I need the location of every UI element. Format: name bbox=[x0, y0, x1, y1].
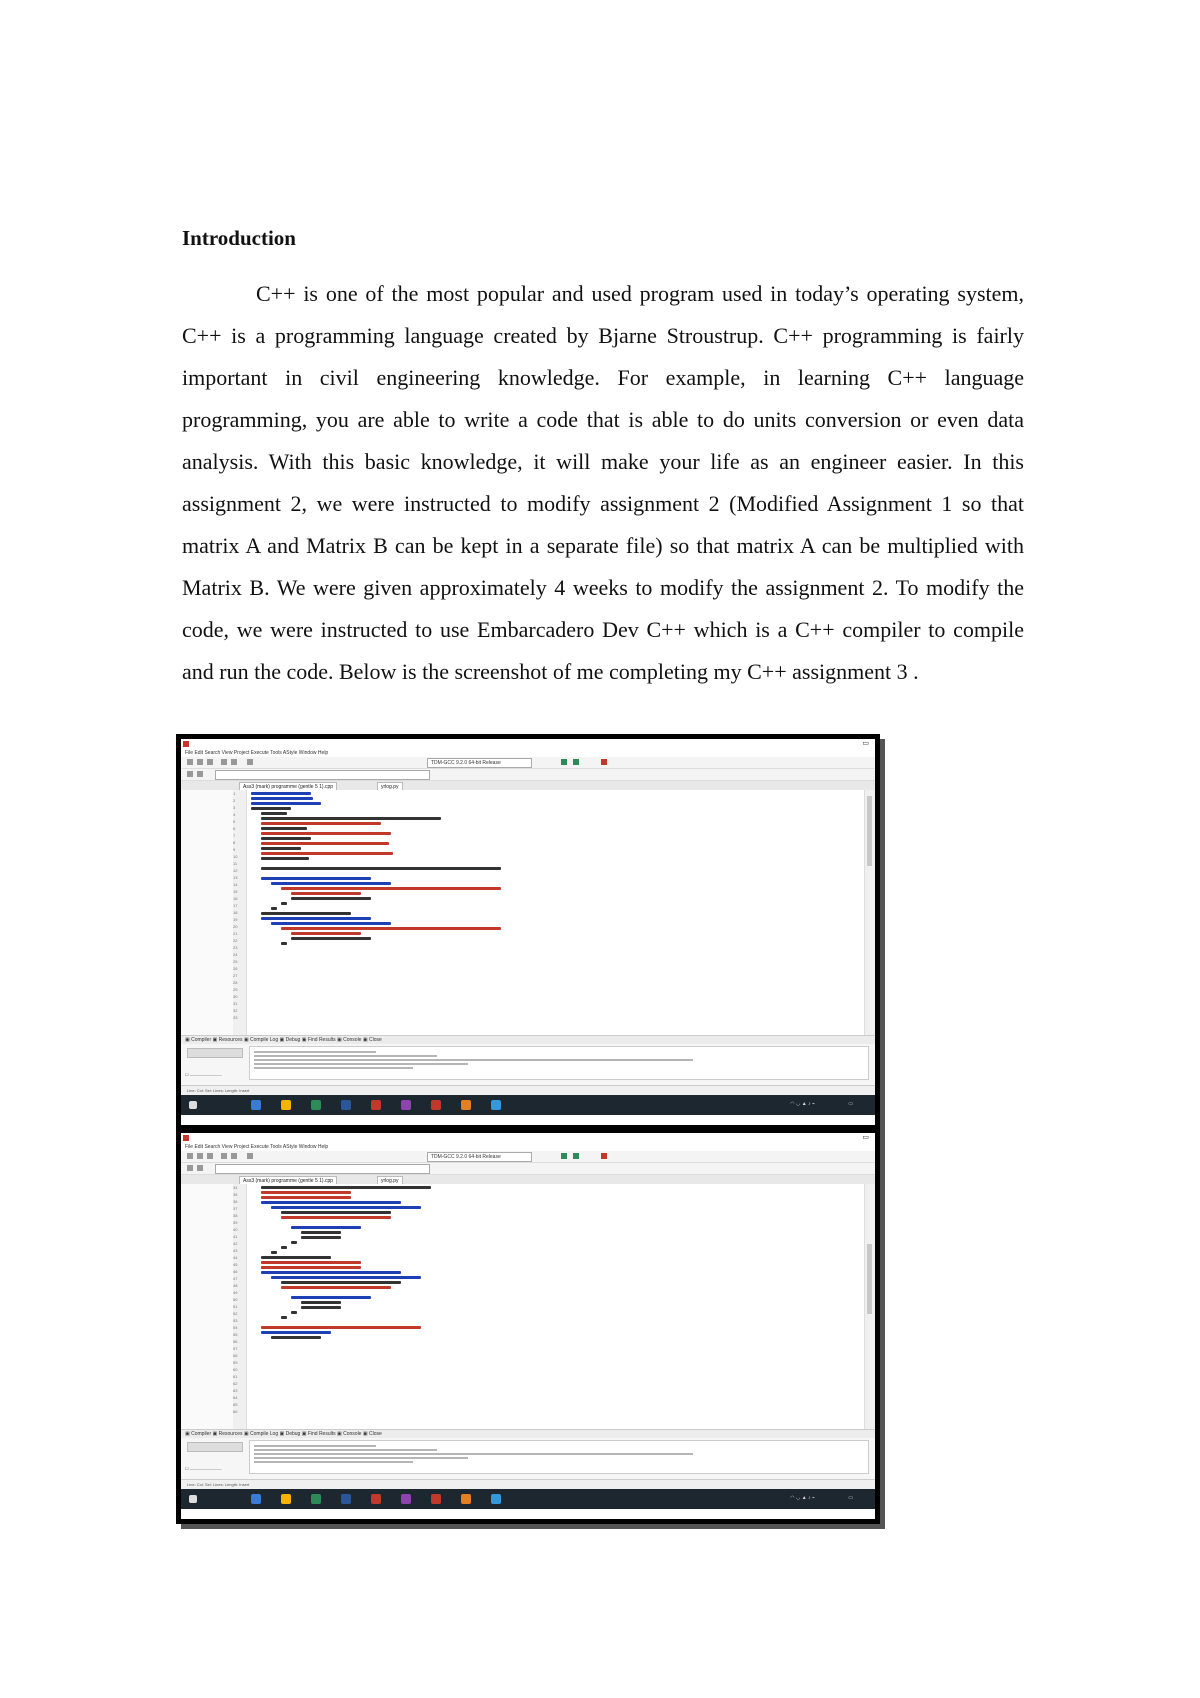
code-line bbox=[271, 882, 391, 885]
save-icon bbox=[207, 1153, 213, 1159]
editor-tabs bbox=[181, 1175, 875, 1184]
app-icon-red bbox=[371, 1494, 381, 1504]
devcpp-icon bbox=[491, 1494, 501, 1504]
editor-tabs bbox=[181, 781, 875, 790]
line-number: 60 bbox=[233, 1367, 238, 1372]
code-line bbox=[281, 1246, 287, 1249]
line-number: 15 bbox=[233, 889, 238, 894]
line-number: 64 bbox=[233, 1395, 238, 1400]
editor-scrollbar bbox=[864, 790, 875, 1035]
save-icon bbox=[207, 759, 213, 765]
code-line bbox=[251, 797, 313, 800]
code-line bbox=[261, 1196, 351, 1199]
log-line bbox=[254, 1461, 413, 1463]
line-number-gutter bbox=[233, 1184, 247, 1429]
line-number: 66 bbox=[233, 1409, 238, 1414]
windows-taskbar bbox=[181, 1095, 875, 1115]
line-number: 11 bbox=[233, 861, 238, 866]
code-editor bbox=[247, 790, 865, 1035]
line-number: 18 bbox=[233, 910, 238, 915]
line-number: 23 bbox=[233, 945, 238, 950]
line-number: 16 bbox=[233, 896, 238, 901]
code-line bbox=[281, 1316, 287, 1319]
shorten-paths-checkbox: ☐ ———————— bbox=[185, 1072, 222, 1077]
line-number: 36 bbox=[233, 1199, 238, 1204]
code-line bbox=[281, 1286, 391, 1289]
tab-yrlog: yrlog.py bbox=[377, 782, 403, 791]
system-tray-icons: ◠ ◡ ▲ ♪ ⌁ bbox=[790, 1495, 815, 1501]
code-line bbox=[251, 792, 311, 795]
line-number: 2 bbox=[233, 798, 236, 803]
code-line bbox=[261, 852, 393, 855]
code-line bbox=[261, 877, 371, 880]
stop-icon bbox=[601, 759, 607, 765]
compiler-select: TDM-GCC 9.2.0 64-bit Release bbox=[427, 758, 532, 768]
line-number: 48 bbox=[233, 1283, 238, 1288]
stop-icon bbox=[601, 1153, 607, 1159]
code-line bbox=[261, 822, 381, 825]
code-line bbox=[251, 807, 291, 810]
log-line bbox=[254, 1051, 376, 1053]
firefox-icon bbox=[461, 1494, 471, 1504]
line-number: 12 bbox=[233, 868, 238, 873]
section-heading: Introduction bbox=[182, 226, 296, 250]
line-number: 19 bbox=[233, 917, 238, 922]
code-line bbox=[261, 827, 307, 830]
compile-log-panel bbox=[181, 1044, 875, 1085]
line-number: 8 bbox=[233, 840, 236, 845]
app-icon-purple bbox=[401, 1494, 411, 1504]
tab-main-cpp: Ass3 (mark) programme (gentle 5 1).cpp bbox=[239, 1176, 337, 1185]
line-number: 51 bbox=[233, 1304, 238, 1309]
code-line bbox=[261, 1201, 401, 1204]
line-number: 56 bbox=[233, 1339, 238, 1344]
code-line bbox=[281, 927, 501, 930]
line-number: 30 bbox=[233, 994, 238, 999]
code-line bbox=[261, 1186, 431, 1189]
line-number: 26 bbox=[233, 966, 238, 971]
bottom-panel-tabs: ▣ Compiler ▣ Resources ▣ Compile Log ▣ Debug ▣ Find Results ▣ Console ▣ Close bbox=[181, 1035, 875, 1045]
code-line bbox=[281, 1281, 401, 1284]
line-number: 42 bbox=[233, 1241, 238, 1246]
menu-bar: File Edit Search View Project Execute Tools AStyle Window Help bbox=[185, 1144, 329, 1150]
code-line bbox=[261, 917, 371, 920]
new-file-icon bbox=[187, 1153, 193, 1159]
line-number: 10 bbox=[233, 854, 238, 859]
word-icon bbox=[341, 1494, 351, 1504]
function-select bbox=[215, 770, 430, 780]
code-line bbox=[261, 1271, 401, 1274]
code-line bbox=[271, 907, 277, 910]
line-number: 61 bbox=[233, 1374, 238, 1379]
code-line bbox=[261, 832, 391, 835]
line-number: 29 bbox=[233, 987, 238, 992]
title-bar bbox=[181, 739, 875, 749]
line-number: 20 bbox=[233, 924, 238, 929]
code-line bbox=[301, 1231, 341, 1234]
code-line bbox=[291, 937, 371, 940]
abort-compilation-button bbox=[187, 1048, 243, 1058]
line-number: 6 bbox=[233, 826, 236, 831]
chrome-icon bbox=[431, 1100, 441, 1110]
code-line bbox=[281, 942, 287, 945]
line-number: 62 bbox=[233, 1381, 238, 1386]
system-clock: ▭ bbox=[848, 1495, 853, 1501]
code-line bbox=[261, 837, 311, 840]
code-line bbox=[291, 932, 361, 935]
redo-icon bbox=[231, 1153, 237, 1159]
line-number: 37 bbox=[233, 1206, 238, 1211]
title-bar bbox=[181, 1133, 875, 1143]
editor-scrollbar bbox=[864, 1184, 875, 1429]
line-number: 31 bbox=[233, 1001, 238, 1006]
line-number: 47 bbox=[233, 1276, 238, 1281]
app-icon-purple bbox=[401, 1100, 411, 1110]
line-number: 35 bbox=[233, 1192, 238, 1197]
code-line bbox=[291, 1296, 371, 1299]
run-icon bbox=[573, 1153, 579, 1159]
line-number: 27 bbox=[233, 973, 238, 978]
line-number: 50 bbox=[233, 1297, 238, 1302]
line-number: 14 bbox=[233, 882, 238, 887]
code-line bbox=[291, 1226, 361, 1229]
compile-log-panel bbox=[181, 1438, 875, 1479]
code-line bbox=[261, 817, 441, 820]
bottom-panel-tabs: ▣ Compiler ▣ Resources ▣ Compile Log ▣ Debug ▣ Find Results ▣ Console ▣ Close bbox=[181, 1429, 875, 1439]
code-line bbox=[261, 1256, 331, 1259]
code-line bbox=[291, 1241, 297, 1244]
status-bar: Line: Col: Sel: Lines: Length: Insert bbox=[181, 1479, 875, 1490]
compile-icon bbox=[561, 759, 567, 765]
code-line bbox=[261, 857, 309, 860]
code-editor bbox=[247, 1184, 865, 1429]
app-icon-green bbox=[311, 1494, 321, 1504]
line-number: 5 bbox=[233, 819, 236, 824]
code-line bbox=[291, 892, 361, 895]
line-number: 57 bbox=[233, 1346, 238, 1351]
project-sidebar bbox=[181, 1184, 234, 1429]
compiler-select: TDM-GCC 9.2.0 64-bit Release bbox=[427, 1152, 532, 1162]
project-icon bbox=[187, 1165, 193, 1171]
window-controls-icon: ▭ bbox=[862, 740, 869, 747]
intro-paragraph: C++ is one of the most popular and used program used in today’s operating system, C++ is a programming language created by Bjarne Stroustrup. C++ programming is fairly important in civil engineering knowledge. For example, in learning C++ language programming, you are able to write a code that is able to do units conversion or even data analysis. With this basic knowledge, it will make your life as an engineer easier. In this assignment 2, we were instructed to modify assignment 2 (Modified Assignment 1 so that matrix A and Matrix B can be kept in a separate file) so that matrix A can be multiplied with Matrix B. We were given approximately 4 weeks to modify the assignment 2. To modify the code, we were instructed to use Embarcadero Dev C++ which is a C++ compiler to compile and run the code. Below is the screenshot of me completing my C++ assignment 3 . bbox=[182, 281, 1024, 684]
app-icon-red bbox=[371, 1100, 381, 1110]
line-number: 28 bbox=[233, 980, 238, 985]
secondary-toolbar bbox=[181, 1163, 875, 1175]
code-line bbox=[261, 812, 287, 815]
line-number: 1 bbox=[233, 791, 236, 796]
line-number: 55 bbox=[233, 1332, 238, 1337]
firefox-icon bbox=[461, 1100, 471, 1110]
code-line bbox=[271, 1336, 321, 1339]
log-line bbox=[254, 1449, 437, 1451]
code-line bbox=[261, 1191, 351, 1194]
main-toolbar bbox=[181, 1151, 875, 1163]
system-tray-icons: ◠ ◡ ▲ ♪ ⌁ bbox=[790, 1101, 815, 1107]
secondary-toolbar bbox=[181, 769, 875, 781]
code-line bbox=[281, 902, 287, 905]
run-icon bbox=[573, 759, 579, 765]
project-icon bbox=[187, 771, 193, 777]
code-line bbox=[291, 1311, 297, 1314]
tab-main-cpp: Ass3 (mark) programme (gentle 5 1).cpp bbox=[239, 782, 337, 791]
explorer-icon bbox=[281, 1494, 291, 1504]
line-number: 49 bbox=[233, 1290, 238, 1295]
windows-taskbar bbox=[181, 1489, 875, 1509]
ide-screenshot-1 bbox=[176, 734, 880, 1130]
line-number: 9 bbox=[233, 847, 236, 852]
code-line bbox=[301, 1236, 341, 1239]
explorer-icon bbox=[281, 1100, 291, 1110]
system-clock: ▭ bbox=[848, 1101, 853, 1107]
find-icon bbox=[247, 759, 253, 765]
line-number: 44 bbox=[233, 1255, 238, 1260]
line-number: 40 bbox=[233, 1227, 238, 1232]
start-icon bbox=[189, 1495, 197, 1503]
code-line bbox=[271, 1206, 421, 1209]
line-number: 45 bbox=[233, 1262, 238, 1267]
open-file-icon bbox=[197, 1153, 203, 1159]
start-icon bbox=[189, 1101, 197, 1109]
log-line bbox=[254, 1055, 437, 1057]
chrome-icon bbox=[431, 1494, 441, 1504]
log-line bbox=[254, 1067, 413, 1069]
abort-compilation-button bbox=[187, 1442, 243, 1452]
edge-icon bbox=[251, 1100, 261, 1110]
undo-icon bbox=[221, 759, 227, 765]
project-sidebar bbox=[181, 790, 234, 1035]
line-number: 53 bbox=[233, 1318, 238, 1323]
open-file-icon bbox=[197, 759, 203, 765]
line-number: 7 bbox=[233, 833, 236, 838]
devcpp-icon bbox=[491, 1100, 501, 1110]
code-line bbox=[301, 1306, 341, 1309]
line-number: 21 bbox=[233, 931, 238, 936]
function-select bbox=[215, 1164, 430, 1174]
log-line bbox=[254, 1063, 468, 1065]
line-number: 13 bbox=[233, 875, 238, 880]
line-number: 63 bbox=[233, 1388, 238, 1393]
line-number: 22 bbox=[233, 938, 238, 943]
code-line bbox=[291, 897, 371, 900]
tab-yrlog: yrlog.py bbox=[377, 1176, 403, 1185]
code-line bbox=[271, 1276, 421, 1279]
code-line bbox=[261, 1331, 331, 1334]
compile-log-output bbox=[249, 1046, 869, 1080]
line-number: 38 bbox=[233, 1213, 238, 1218]
shorten-paths-checkbox: ☐ ———————— bbox=[185, 1466, 222, 1471]
code-line bbox=[261, 912, 351, 915]
code-line bbox=[271, 922, 391, 925]
code-line bbox=[251, 802, 321, 805]
compile-log-output bbox=[249, 1440, 869, 1474]
code-line bbox=[261, 1326, 421, 1329]
code-line bbox=[271, 1251, 277, 1254]
line-number: 59 bbox=[233, 1360, 238, 1365]
log-line bbox=[254, 1059, 693, 1061]
find-icon bbox=[247, 1153, 253, 1159]
code-line bbox=[281, 1216, 391, 1219]
code-line bbox=[261, 1266, 361, 1269]
app-icon bbox=[183, 741, 189, 747]
line-number: 4 bbox=[233, 812, 236, 817]
redo-icon bbox=[231, 759, 237, 765]
app-icon bbox=[183, 1135, 189, 1141]
line-number: 46 bbox=[233, 1269, 238, 1274]
class-icon bbox=[197, 771, 203, 777]
code-line bbox=[261, 842, 389, 845]
line-number: 43 bbox=[233, 1248, 238, 1253]
window-controls-icon: ▭ bbox=[862, 1134, 869, 1141]
undo-icon bbox=[221, 1153, 227, 1159]
word-icon bbox=[341, 1100, 351, 1110]
line-number: 52 bbox=[233, 1311, 238, 1316]
class-icon bbox=[197, 1165, 203, 1171]
line-number: 32 bbox=[233, 1008, 238, 1013]
line-number-gutter bbox=[233, 790, 247, 1035]
scroll-thumb bbox=[867, 1244, 872, 1314]
line-number: 17 bbox=[233, 903, 238, 908]
line-number: 3 bbox=[233, 805, 236, 810]
compile-icon bbox=[561, 1153, 567, 1159]
log-line bbox=[254, 1445, 376, 1447]
line-number: 58 bbox=[233, 1353, 238, 1358]
code-line bbox=[261, 867, 501, 870]
main-toolbar bbox=[181, 757, 875, 769]
line-number: 41 bbox=[233, 1234, 238, 1239]
line-number: 24 bbox=[233, 952, 238, 957]
line-number: 34 bbox=[233, 1185, 238, 1190]
menu-bar: File Edit Search View Project Execute Tools AStyle Window Help bbox=[185, 750, 329, 756]
edge-icon bbox=[251, 1494, 261, 1504]
status-bar: Line: Col: Sel: Lines: Length: Insert bbox=[181, 1085, 875, 1096]
line-number: 54 bbox=[233, 1325, 238, 1330]
code-line bbox=[301, 1301, 341, 1304]
app-icon-green bbox=[311, 1100, 321, 1110]
code-line bbox=[281, 887, 501, 890]
scroll-thumb bbox=[867, 796, 872, 866]
new-file-icon bbox=[187, 759, 193, 765]
line-number: 39 bbox=[233, 1220, 238, 1225]
code-line bbox=[261, 1261, 361, 1264]
line-number: 65 bbox=[233, 1402, 238, 1407]
log-line bbox=[254, 1457, 468, 1459]
code-line bbox=[261, 847, 301, 850]
code-line bbox=[281, 1211, 391, 1214]
ide-screenshot-2 bbox=[176, 1128, 880, 1524]
line-number: 33 bbox=[233, 1015, 238, 1020]
line-number: 25 bbox=[233, 959, 238, 964]
log-line bbox=[254, 1453, 693, 1455]
